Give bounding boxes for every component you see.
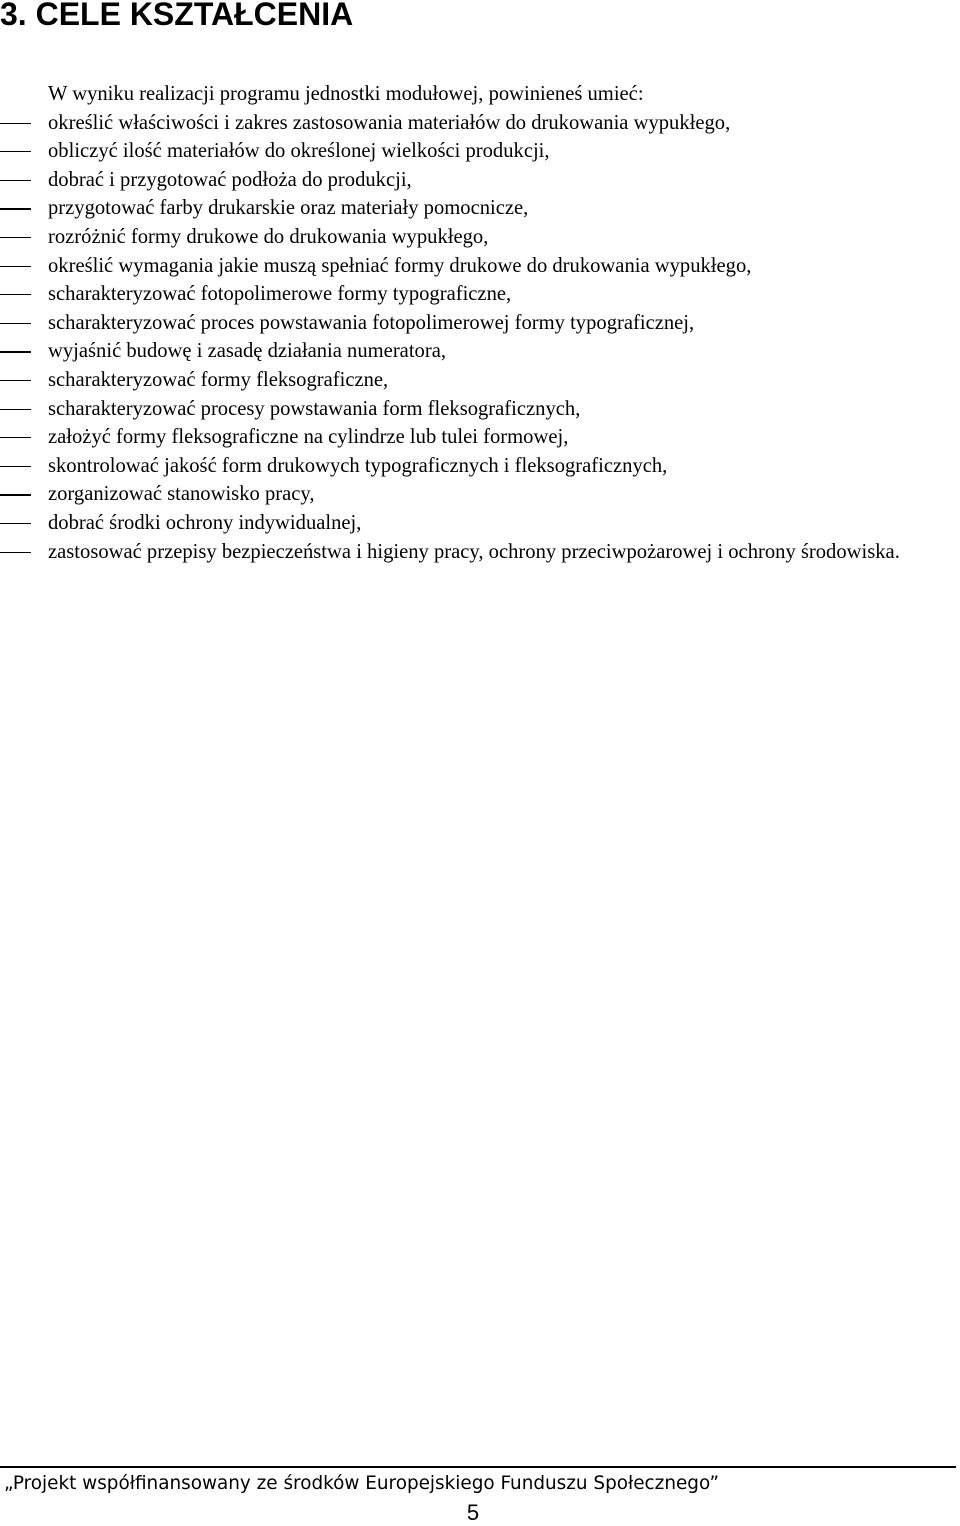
list-item [0,137,946,166]
list-item-text: dobrać i przygotować podłoża do produkcji, [48,168,412,191]
list-item [0,423,946,452]
list-item-text: zorganizować stanowisko pracy, [48,483,315,506]
dash-bullet [0,466,31,467]
dash-bullet [0,437,31,438]
list-item-text: skontrolować jakość form drukowych typograficznych i fleksograficznych, [48,454,668,477]
list-item [0,194,946,223]
list-item-text: rozróżnić formy drukowe do drukowania wypukłego, [48,225,489,248]
list-item [0,309,946,338]
dash-bullet [0,123,31,124]
dash-bullet [0,552,31,553]
dash-bullet [0,351,31,352]
list-item [0,280,946,309]
list-item-text: scharakteryzować fotopolimerowe formy typograficzne, [48,283,512,306]
intro-text: W wyniku realizacji programu jednostki modułowej, powinieneś umieć: [48,83,644,105]
dash-bullet [0,323,31,324]
dash-bullet [0,237,31,238]
list-item-text: określić właściwości i zakres zastosowania materiałów do drukowania wypukłego, [48,111,731,134]
list-item [0,509,946,538]
list-item-text: obliczyć ilość materiałów do określonej wielkości produkcji, [48,140,550,163]
list-item-text: scharakteryzować formy fleksograficzne, [48,368,389,391]
list-item-text: scharakteryzować procesy powstawania form fleksograficznych, [48,397,581,420]
dash-bullet [0,409,31,410]
dash-bullet [0,180,31,181]
list-item-text: założyć formy fleksograficzne na cylindrze lub tulei formowej, [48,426,569,449]
list-item [0,395,946,424]
list-item [0,223,946,252]
list-item-text: zastosować przepisy bezpieczeństwa i higieny pracy, ochrony przeciwpożarowej i ochrony środowiska. [48,540,900,563]
dash-bullet [0,208,31,209]
dash-bullet [0,523,31,524]
dash-bullet [0,151,31,152]
list-item [0,480,946,509]
list-item-text: dobrać środki ochrony indywidualnej, [48,511,362,534]
list-item [0,337,946,366]
dash-bullet [0,380,31,381]
footer-project-note: „Projekt współfinansowany ze środków Europejskiego Funduszu Społecznego” [4,1473,720,1494]
list-item [0,452,946,481]
list-item [0,366,946,395]
footer-divider [0,1466,956,1468]
list-item [0,109,946,138]
list-item-text: określić wymagania jakie muszą spełniać formy drukowe do drukowania wypukłego, [48,254,752,277]
objectives-section [0,80,946,566]
dash-bullet [0,494,31,495]
list-item-text: scharakteryzować proces powstawania fotopolimerowej formy typograficznej, [48,311,695,334]
list-item-text: przygotować farby drukarskie oraz materiały pomocnicze, [48,197,529,220]
page-title: 3. CELE KSZTAŁCENIA [0,0,354,32]
list-item [0,538,946,567]
page-number: 5 [466,1500,480,1525]
objectives-list [0,109,946,567]
list-item [0,166,946,195]
dash-bullet [0,266,31,267]
dash-bullet [0,294,31,295]
list-item [0,252,946,281]
list-item-text: wyjaśnić budowę i zasadę działania numeratora, [48,340,446,363]
